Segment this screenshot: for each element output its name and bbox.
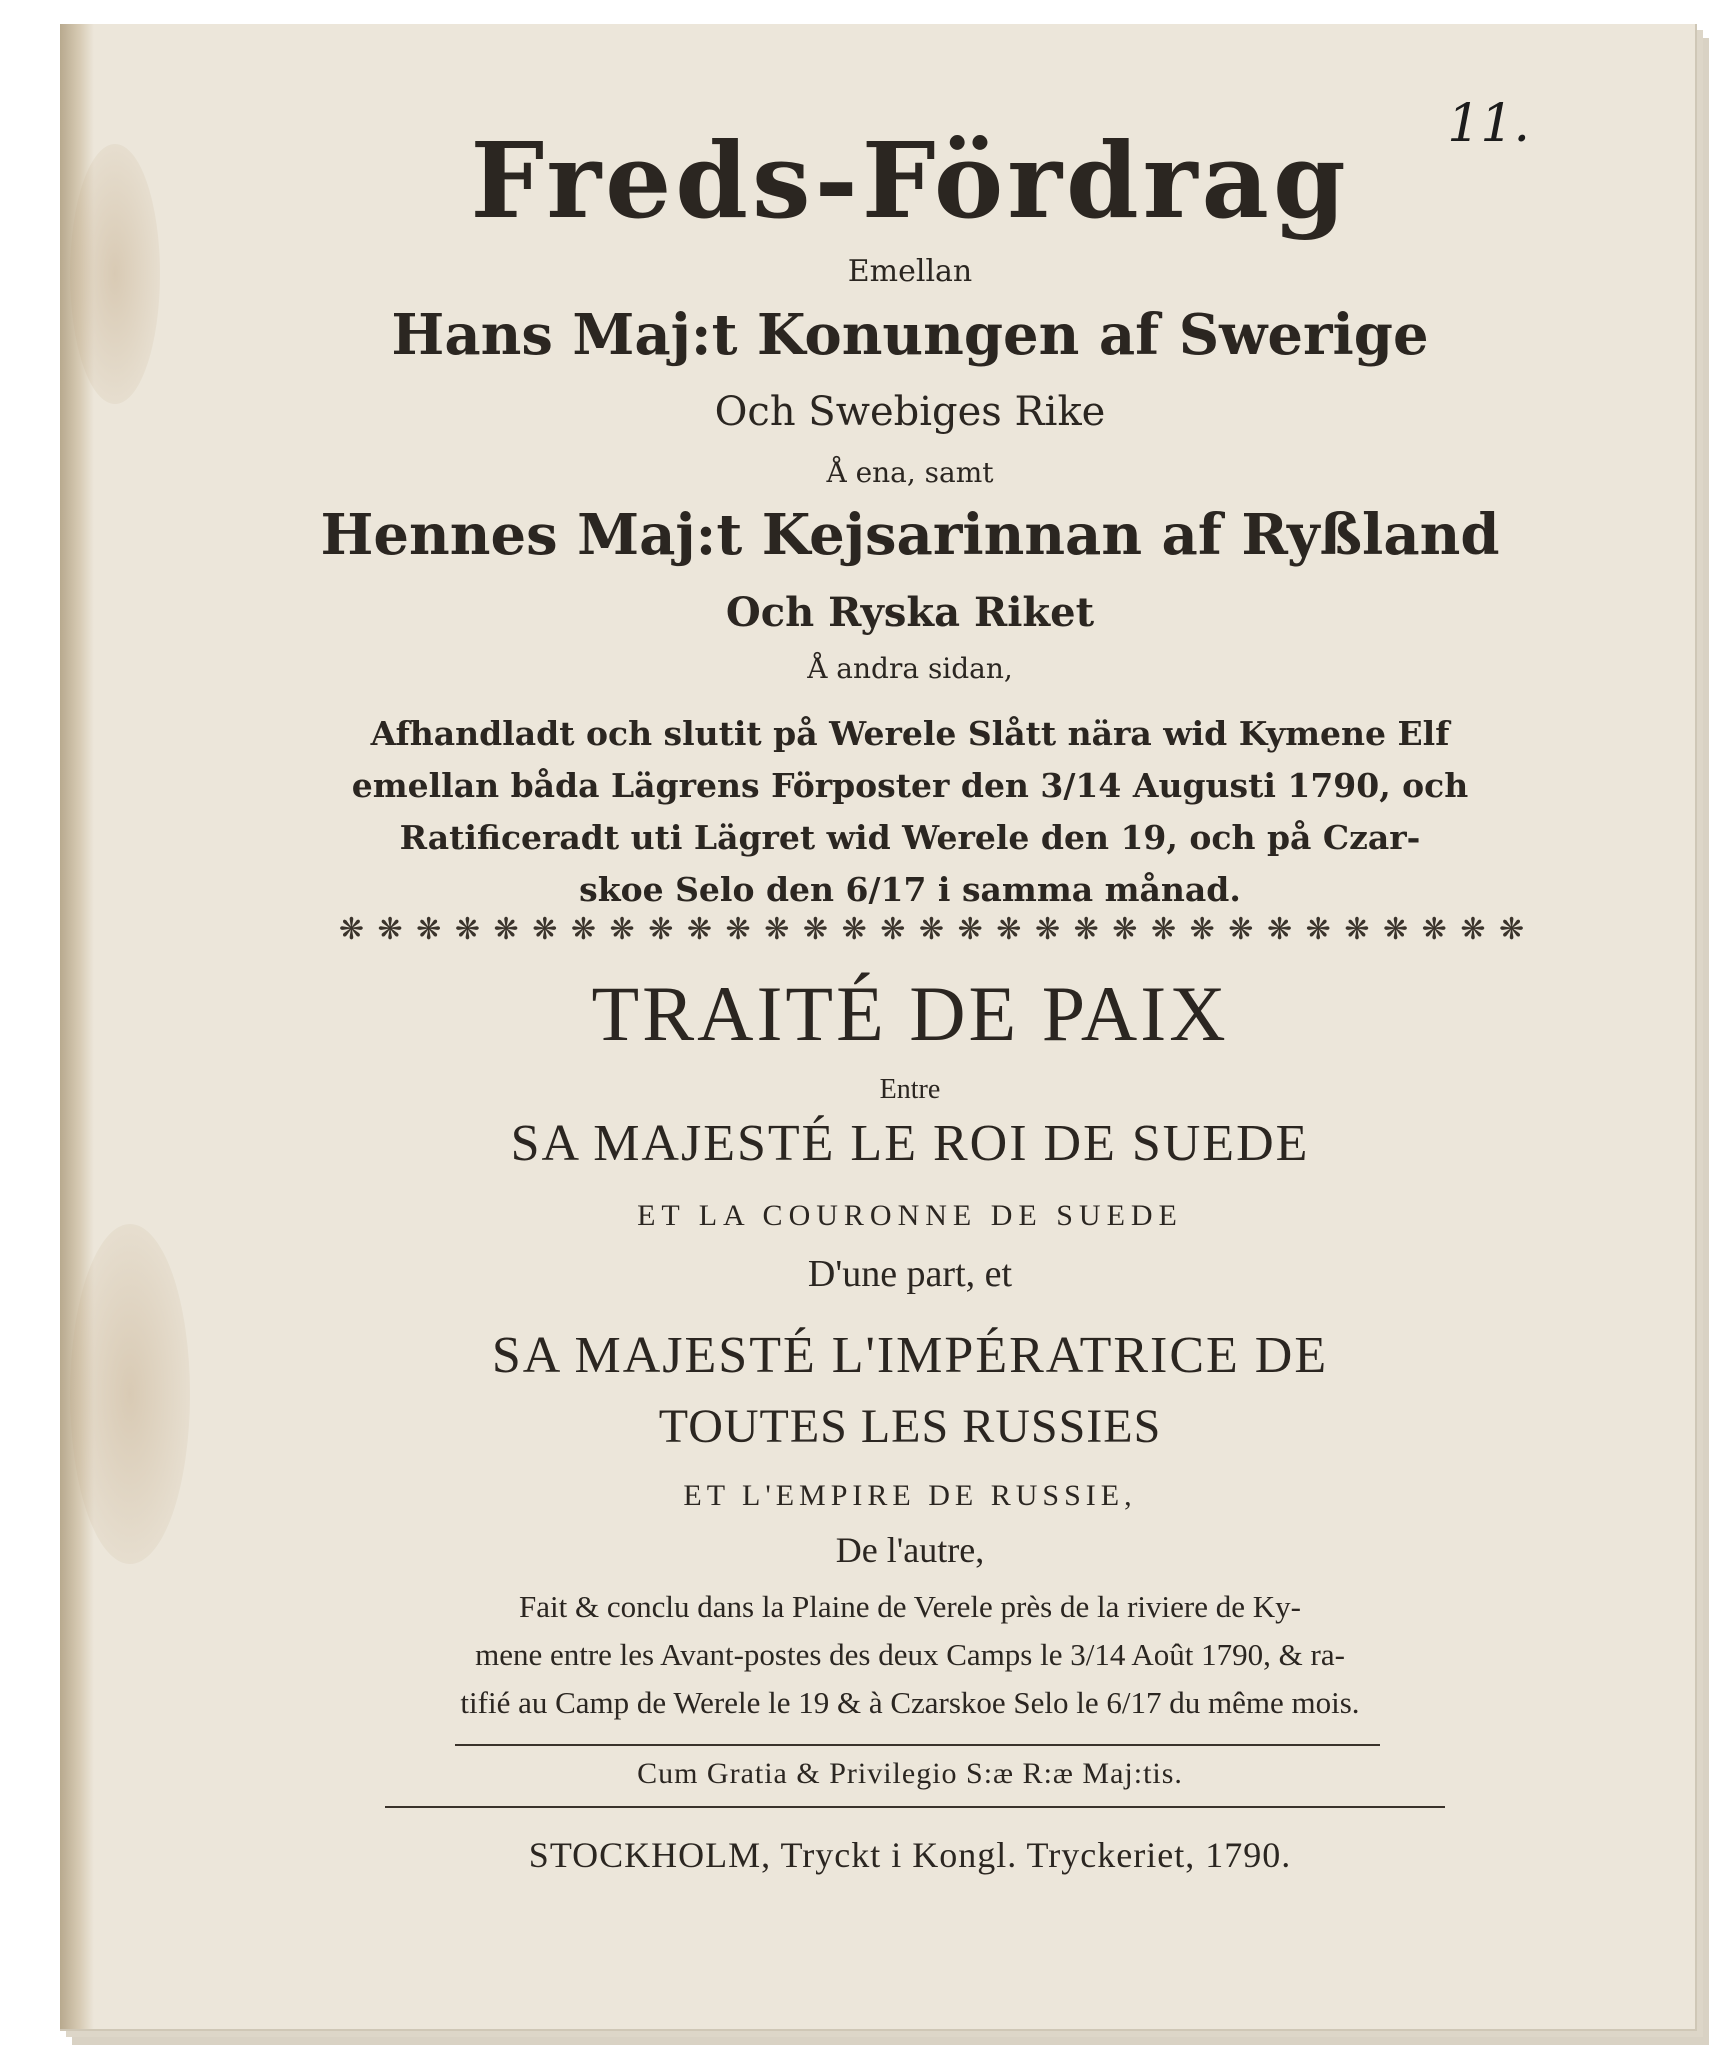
swedish-a-ena: Å ena, samt xyxy=(826,456,994,489)
french-party2-line1: SA MAJESTÉ L'IMPÉRATRICE DE xyxy=(491,1327,1329,1384)
swedish-a-andra: Å andra sidan, xyxy=(807,652,1013,685)
swedish-details-line: emellan båda Lägrens Förposter den 3/14 Augusti 1790, och xyxy=(351,766,1469,805)
french-details-line: Fait & conclu dans la Plaine de Verele près de la riviere de Ky- xyxy=(519,1589,1301,1624)
swedish-details-line: Ratificeradt uti Lägret wid Werele den 19, och på Czar- xyxy=(399,818,1421,857)
document-page xyxy=(60,24,1697,2031)
french-details-line: mene entre les Avant-postes des deux Camps le 3/14 Août 1790, & ra- xyxy=(475,1637,1345,1672)
paper-stain xyxy=(70,1224,190,1564)
swedish-details-line: Afhandladt och slutit på Werele Slått nära wid Kymene Elf xyxy=(370,714,1450,753)
swedish-title: Freds-Fördrag xyxy=(470,119,1350,242)
french-party1-line2: ET LA COURONNE DE SUEDE xyxy=(637,1199,1183,1232)
swedish-party2-line1: Hennes Maj:t Kejsarinnan af Ryßland xyxy=(320,502,1500,568)
swedish-emellan: Emellan xyxy=(847,254,973,289)
french-details-line: tifié au Camp de Werele le 19 & à Czarskoe Selo le 6/17 du même mois. xyxy=(460,1685,1360,1720)
french-entre: Entre xyxy=(879,1074,941,1105)
imprint-line: STOCKHOLM, Tryckt i Kongl. Tryckeriet, 1790. xyxy=(528,1835,1292,1875)
page-number-mark: 11. xyxy=(1447,94,1530,154)
swedish-party2-line2: Och Ryska Riket xyxy=(725,589,1095,636)
swedish-party1-line2: Och Swebiges Rike xyxy=(714,389,1106,435)
rule-above-privilege xyxy=(455,1744,1380,1746)
swedish-details-line: skoe Selo den 6/17 i samma månad. xyxy=(579,870,1241,909)
french-party2-line3: ET L'EMPIRE DE RUSSIE, xyxy=(683,1479,1137,1512)
french-autre: De l'autre, xyxy=(835,1530,985,1570)
french-title: TRAITÉ DE PAIX xyxy=(591,970,1229,1057)
privilege-line: Cum Gratia & Privilegio S:æ R:æ Maj:tis. xyxy=(637,1757,1183,1790)
rule-below-privilege xyxy=(385,1806,1445,1808)
french-party1-line1: SA MAJESTÉ LE ROI DE SUEDE xyxy=(510,1115,1310,1172)
french-une-part: D'une part, et xyxy=(807,1253,1013,1295)
paper-stain xyxy=(70,144,160,404)
swedish-party1-line1: Hans Maj:t Konungen af Swerige xyxy=(391,302,1429,368)
french-party2-line2: TOUTES LES RUSSIES xyxy=(658,1400,1162,1453)
ornament-divider: ❋ ❋ ❋ ❋ ❋ ❋ ❋ ❋ ❋ ❋ ❋ ❋ ❋ ❋ ❋ ❋ ❋ ❋ ❋ ❋ ❋ ❋ ❋ ❋ ❋ ❋ ❋ ❋ ❋ ❋ ❋ xyxy=(338,912,1527,947)
